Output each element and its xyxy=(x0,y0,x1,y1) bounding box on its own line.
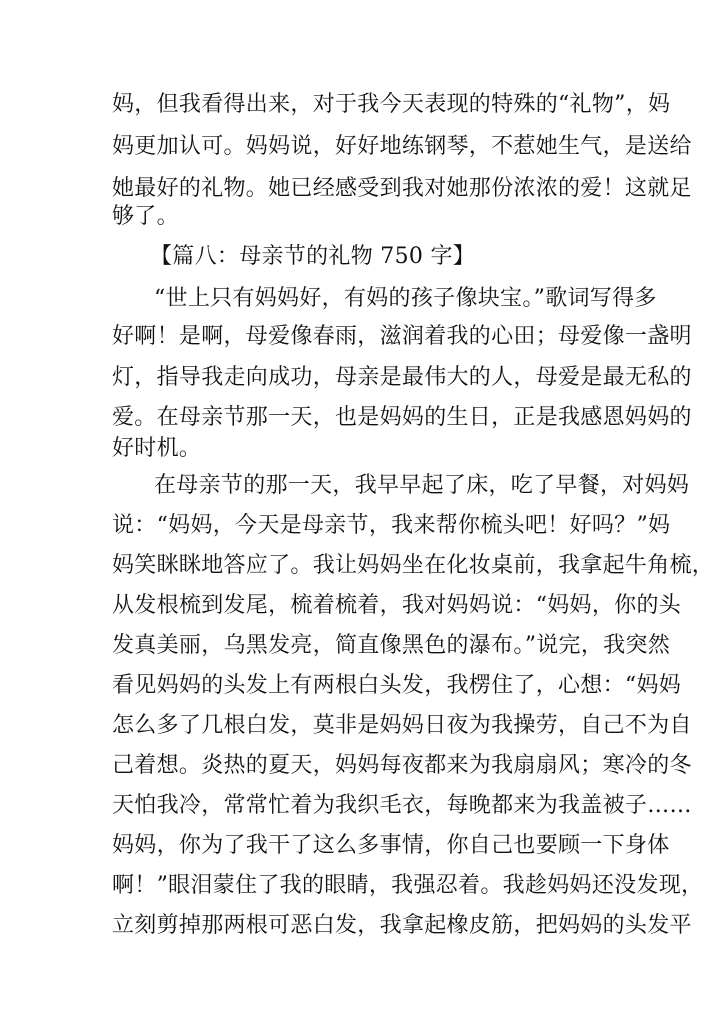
text-line: 啊！”眼泪蒙住了我的眼睛，我强忍着。我趁妈妈还没发现， xyxy=(112,873,704,898)
text-line: 够了。 xyxy=(112,204,179,229)
text-line: 从发根梳到发尾，梳着梳着，我对妈妈说：“妈妈，你的头 xyxy=(112,593,682,618)
text-line: 爱。在母亲节那一天，也是妈妈的生日，正是我感恩妈妈的 xyxy=(112,405,692,430)
text-line: 妈，但我看得出来，对于我今天表现的特殊的“礼物”，妈 xyxy=(112,92,671,117)
paragraph-first-line: “世上只有妈妈好，有妈的孩子像块宝。”歌词写得多 xyxy=(154,286,657,311)
paragraph-first-line: 在母亲节的那一天，我早早起了床，吃了早餐，对妈妈 xyxy=(154,473,690,498)
text-line: 妈笑眯眯地答应了。我让妈妈坐在化妆桌前，我拿起牛角梳， xyxy=(112,553,715,578)
text-line: 立刻剪掉那两根可恶白发，我拿起橡皮筋，把妈妈的头发平 xyxy=(112,913,692,938)
text-line: 己着想。炎热的夏天，妈妈每夜都来为我扇扇风；寒冷的冬 xyxy=(112,753,692,778)
text-line: 天怕我冷，常常忙着为我织毛衣，每晚都来为我盖被子…… xyxy=(112,793,692,818)
text-line: 好时机。 xyxy=(112,436,202,461)
text-line: 好啊！是啊，母爱像春雨，滋润着我的心田；母爱像一盏明 xyxy=(112,324,692,349)
text-line: 看见妈妈的头发上有两根白头发，我楞住了，心想：“妈妈 xyxy=(112,673,682,698)
text-line: 妈更加认可。妈妈说，好好地练钢琴，不惹她生气，是送给 xyxy=(112,134,692,159)
text-line: 妈妈，你为了我干了这么多事情，你自己也要顾一下身体 xyxy=(112,833,670,858)
text-line: 怎么多了几根白发，莫非是妈妈日夜为我操劳，自己不为自 xyxy=(112,713,692,738)
text-line: 她最好的礼物。她已经感受到我对她那份浓浓的爱！这就足 xyxy=(112,176,692,201)
section-heading: 【篇八：母亲节的礼物 750 字】 xyxy=(150,244,476,269)
text-line: 说：“妈妈，今天是母亲节，我来帮你梳头吧！好吗？”妈 xyxy=(112,513,671,538)
text-line: 灯，指导我走向成功，母亲是最伟大的人，母爱是最无私的 xyxy=(112,365,692,390)
text-line: 发真美丽，乌黑发亮，简直像黑色的瀑布。”说完，我突然 xyxy=(112,633,671,658)
